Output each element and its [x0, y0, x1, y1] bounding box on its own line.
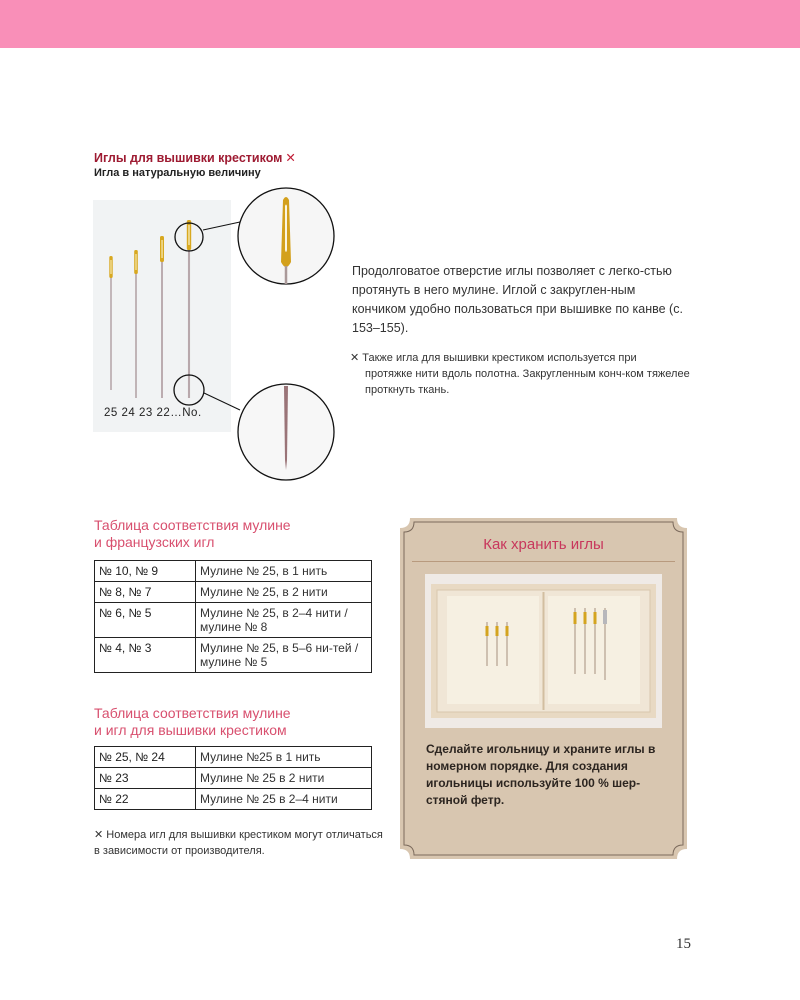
table-row: № 22 Мулине № 25 в 2–4 нити	[95, 789, 372, 810]
page-number: 15	[676, 936, 691, 952]
table-row: № 23 Мулине № 25 в 2 нити	[95, 768, 372, 789]
tip-connector-line	[204, 393, 240, 410]
table-row: № 8, № 7 Мулине № 25, в 2 нити	[95, 582, 372, 603]
storage-card-divider	[412, 561, 675, 562]
needle-note	[350, 350, 690, 398]
needle-book-photo	[425, 574, 662, 728]
table-row: № 25, № 24 Мулине №25 в 1 нить	[95, 747, 372, 768]
table1-title: Таблица соответствия мулине и французских игл	[94, 517, 291, 550]
needle-book-illustration	[425, 574, 662, 728]
storage-card-heading: Как хранить иглы	[483, 536, 604, 553]
footnote-mark-icon: ✕	[94, 829, 104, 841]
note-mark-icon: ✕	[350, 352, 360, 364]
table-row: № 10, № 9 Мулине № 25, в 1 нить	[95, 561, 372, 582]
footnote	[94, 827, 384, 859]
section-subtitle: Игла в натуральную величину	[94, 167, 261, 179]
tip-highlight-circle	[174, 375, 204, 405]
eye-connector-line	[203, 222, 240, 230]
needle-numbers: 25 24 23 22…No.	[104, 407, 202, 419]
eye-highlight-circle	[175, 223, 203, 251]
needle-description: Продолговатое отверстие иглы позволяет с легко-стью протянуть в него мулине. Иглой с закруглен-ным кончиком удобно пользоваться при вышивке по канве (с. 153–155).	[352, 264, 683, 335]
table2	[94, 746, 372, 810]
table-row: № 4, № 3 Мулине № 25, в 5–6 ни-тей / мулине № 5	[95, 638, 372, 673]
storage-card-text: Сделайте игольницу и храните иглы в номерном порядке. Для создания игольницы используйте 100 % шер-стяной фетр.	[426, 742, 656, 807]
note-first-line: Также игла для вышивки крестиком используется при	[362, 352, 637, 364]
table-row: № 6, № 5 Мулине № 25, в 2–4 нити / мулине № 8	[95, 603, 372, 638]
section-title-text: Иглы для вышивки крестиком	[94, 151, 283, 165]
table1	[94, 560, 372, 673]
note-rest: протяжке нити вдоль полотна. Закругленным конч-ком тяжелее проткнуть ткань.	[365, 368, 690, 396]
footnote-text: Номера игл для вышивки крестиком могут отличаться в зависимости от производителя.	[94, 829, 383, 857]
cross-mark-icon: ✕	[285, 151, 296, 165]
table2-title: Таблица соответствия мулине и игл для вышивки крестиком	[94, 705, 291, 738]
